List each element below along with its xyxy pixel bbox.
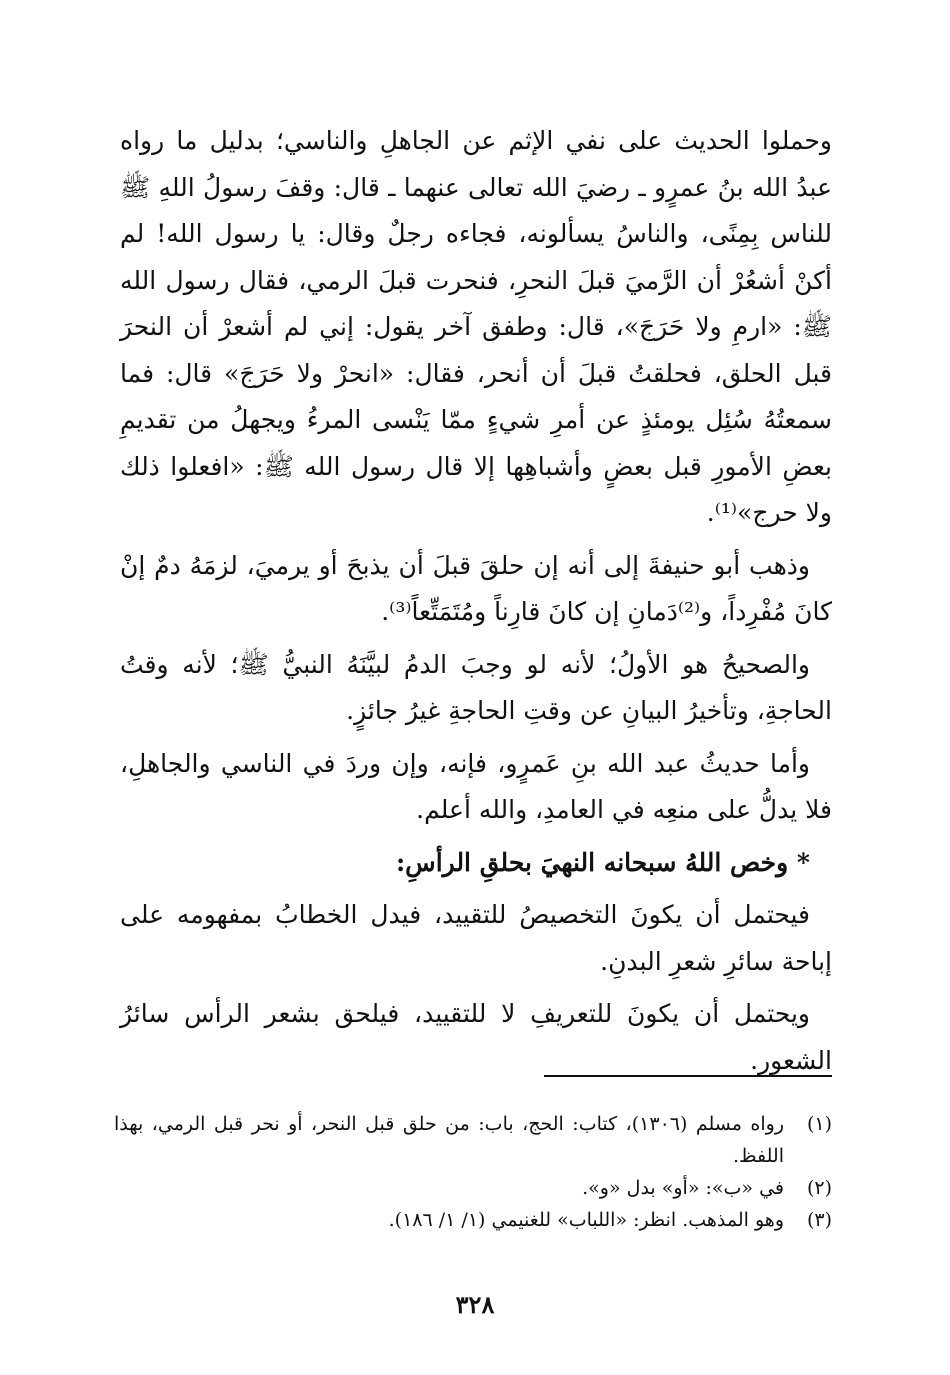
footnotes [114,1108,832,1236]
paragraph-taqyid: فيحتمل أن يكونَ التخصيصُ للتقييد، فيدل الخطابُ بمفهومه على إباحة سائرِ شعرِ البدنِ. [120,900,832,976]
footnote-item [114,1172,832,1204]
page-number: ٣٢٨ [455,1290,495,1319]
footnote-text: رواه مسلم (١٣٠٦)، كتاب: الحج، باب: من حلق قبل النحر، أو نحر قبل الرمي، بهذا اللفظ. [114,1113,784,1167]
footnote-divider [544,1075,832,1077]
footnote-item [114,1204,832,1236]
footnote-number: (١) [806,1113,832,1135]
footnote-item [114,1108,832,1172]
paragraph-sahih: والصحيحُ هو الأولُ؛ لأنه لو وجبَ الدمُ لبيَّنَهُ النبيُّ ﷺ؛ لأنه وقتُ الحاجةِ، وتأخيرُ البيانِ عن وقتِ الحاجةِ غيرُ جائزٍ. [120,649,832,725]
footnote-number: (٣) [806,1209,832,1231]
paragraph-amr-hadith: وأما حديثُ عبد الله بنِ عَمرٍو، فإنه، وإن وردَ في الناسي والجاهلِ، فلا يدلُّ على منعِه في العامدِ، والله أعلم. [120,748,832,824]
paragraph-hadith: وحملوا الحديث على نفي الإثم عن الجاهلِ والناسي؛ بدليل ما رواه عبدُ الله بنُ عمرٍو ـ رضيَ الله تعالى عنهما ـ قال: وقفَ رسولُ اللهِ ﷺ للناس بِمِنًى، والناسُ يسألونه، فجاءه رجلٌ وقال: يا رسول الله! لم أكنْ أشعُرْ أن الرَّميَ قبلَ النحرِ، فنحرت قبلَ الرمي، فقال رسول الله ﷺ: «ارمِ ولا حَرَجَ»، قال: وطفق آخر يقول: إني لم أشعرْ أن النحرَ قبل الحلق، فحلقتُ قبلَ أن أنحر، فقال: «انحرْ ولا حَرَجَ» قال: فما سمعتُهُ سُئِل يومئذٍ عن أمرِ شيءٍ ممّا يَنْسى المرءُ ويجهلُ من تقديمِ بعضِ الأمورِ قبل بعضٍ وأشباهِها إلا قال رسول الله ﷺ: «افعلوا ذلك ولا حرج»⁽¹⁾. [120,126,832,527]
main-text [120,118,832,1090]
footnote-number: (٢) [806,1177,832,1199]
footnote-text: في «ب»: «أو» بدل «و». [582,1177,784,1199]
footnote-text: وهو المذهب. انظر: «اللباب» للغنيمي (١/ ١/ ١٨٦). [388,1209,784,1231]
paragraph-tarif: ويحتمل أن يكونَ للتعريفِ لا للتقييد، فيلحق بشعر الرأس سائرُ الشعور. [120,999,832,1075]
paragraph-abu-hanifa: وذهب أبو حنيفةَ إلى أنه إن حلقَ قبلَ أن يذبحَ أو يرميَ، لزمَهُ دمٌ إنْ كانَ مُفْرِداً، و⁽²⁾دَمانِ إن كانَ قارِناً ومُتَمَتِّعاً⁽³⁾. [120,550,832,626]
section-heading: * وخص اللهُ سبحانه النهيَ بحلقِ الرأسِ: [395,847,810,877]
